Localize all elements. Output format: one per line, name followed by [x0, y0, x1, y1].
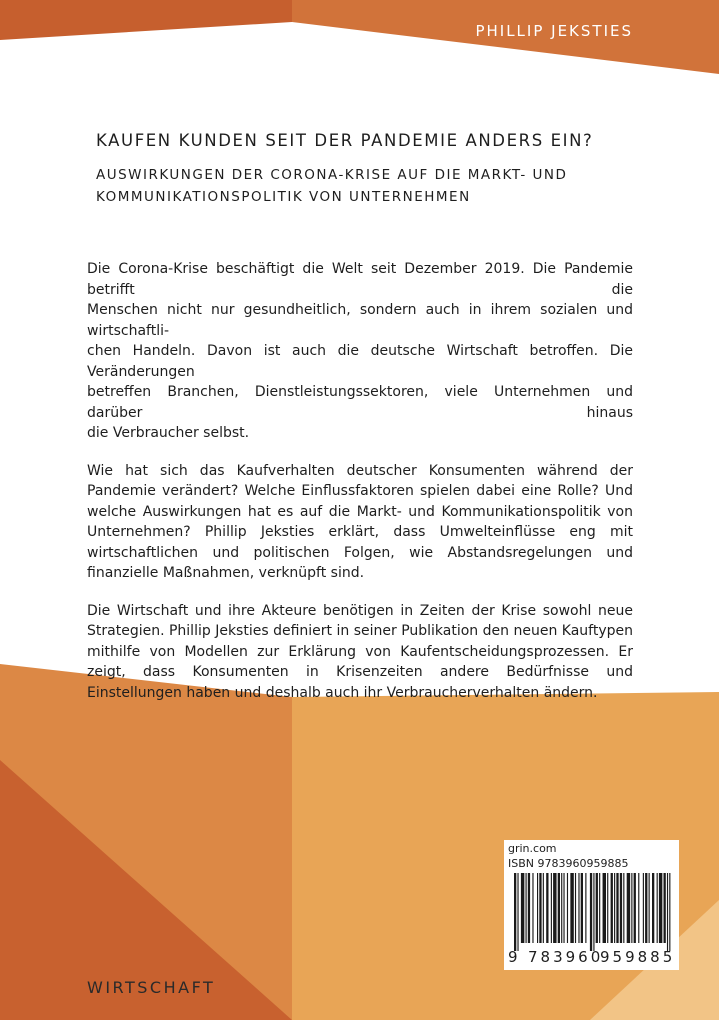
barcode-digit-first: 9 [508, 948, 519, 966]
book-subtitle [96, 164, 636, 208]
barcode-bar [561, 873, 562, 943]
barcode-bar [634, 873, 636, 943]
barcode-bar [563, 873, 564, 943]
barcode-bar [585, 873, 586, 943]
barcode-bar [593, 873, 594, 951]
barcode-bar [599, 873, 600, 943]
barcode-bar [667, 873, 668, 951]
barcode-bar [575, 873, 576, 943]
blurb-p1-line-1: Die Corona-Krise beschäftigt die Welt seit Dezember 2019. Die Pandemie betrifft die [87, 261, 633, 298]
barcode-bar [526, 873, 527, 943]
barcode-digits-left: 783960 [528, 948, 604, 966]
barcode-bar [623, 873, 624, 943]
barcode-bar [643, 873, 644, 943]
barcode-bar [590, 873, 592, 951]
publisher-site: grin.com [508, 842, 557, 855]
barcode-bar [657, 873, 658, 943]
subtitle-line-2: KOMMUNIKATIONSPOLITIK VON UNTERNEHMEN [96, 189, 471, 205]
barcode-bar [537, 873, 538, 943]
barcode-bar [532, 873, 533, 943]
barcode-bar [645, 873, 647, 943]
barcode-bar [558, 873, 560, 943]
barcode-bar [669, 873, 670, 951]
subtitle-line-1: AUSWIRKUNGEN DER CORONA-KRISE AUF DIE MARKT- UND [96, 167, 568, 183]
barcode-bar [614, 873, 615, 943]
barcode-bar [631, 873, 632, 943]
barcode-bar [611, 873, 613, 943]
barcode-bar [638, 873, 639, 943]
book-title: KAUFEN KUNDEN SEIT DER PANDEMIE ANDERS EIN? [96, 131, 594, 150]
barcode-bar [517, 873, 518, 951]
barcode-bar [543, 873, 544, 943]
blurb-p1-line-5: die Verbraucher selbst. [87, 425, 250, 441]
barcode-digits-right: 959885 [600, 948, 676, 966]
blurb-paragraph-3: Die Wirtschaft und ihre Akteure benötigen in Zeiten der Krise sowohl neue Strategien. Phillip Jeksties definiert in seiner Publikation den neuen Kauftypen mithilfe von Modellen zur Erklärung von Kaufentscheidungsprozessen. Er zeigt, dass Konsumenten in Krisenzeiten andere Bedürfnisse und Einstellungen haben und deshalb auch ihr Verbraucherverhalten ändern. [87, 602, 633, 701]
barcode-bar [596, 873, 598, 943]
barcode-bar [616, 873, 618, 943]
blurb-paragraph-2: Wie hat sich das Kaufverhalten deutscher Konsumenten während der Pandemie verändert? Welche Einflussfaktoren spielen dabei eine Rolle? Und welche Auswirkungen hat es auf die Markt- und Kommunikationspolitik von Unternehmen? Phillip Jeksties erklärt, dass Umwelteinflüsse eng mit wirtschaftlichen und politischen Folgen, wie Abstandsregelungen und finanzielle Maßnahmen, verknüpft sind. [87, 462, 633, 581]
barcode-bar [514, 873, 516, 951]
top-band-dark [0, 0, 292, 40]
barcode-bar [578, 873, 579, 943]
barcode-bar [539, 873, 541, 943]
barcode-bar [627, 873, 630, 943]
blurb-p1-line-3: chen Handeln. Davon ist auch die deutsche Wirtschaft betroffen. Die Veränderungen [87, 343, 633, 380]
barcode-bar [607, 873, 608, 943]
barcode-bar [649, 873, 650, 943]
barcode-bar [664, 873, 666, 943]
barcode-bar [581, 873, 583, 943]
barcode-bar [528, 873, 530, 943]
barcode-bar [652, 873, 654, 943]
isbn-label: ISBN 9783960959885 [508, 857, 629, 870]
barcode-bar [551, 873, 552, 943]
author-name: PHILLIP JEKSTIES [475, 22, 633, 40]
category-label: WIRTSCHAFT [87, 978, 216, 997]
isbn-barcode-box [504, 840, 679, 970]
blurb-p1-line-4: betreffen Branchen, Dienstleistungssektoren, viele Unternehmen und darüber hinaus [87, 384, 633, 421]
barcode-bar [546, 873, 548, 943]
barcode-bar [567, 873, 568, 943]
blurb-p1-line-2: Menschen nicht nur gesundheitlich, sondern auch in ihrem sozialen und wirtschaftli- [87, 302, 633, 339]
blurb-paragraph-1 [87, 259, 633, 444]
barcode-bars [514, 873, 672, 951]
barcode-bar [603, 873, 606, 943]
barcode-bar [659, 873, 662, 943]
blurb-text [87, 259, 633, 720]
barcode-bar [553, 873, 556, 943]
barcode-bar [570, 873, 573, 943]
barcode-bar [521, 873, 524, 943]
barcode-bar [620, 873, 622, 943]
